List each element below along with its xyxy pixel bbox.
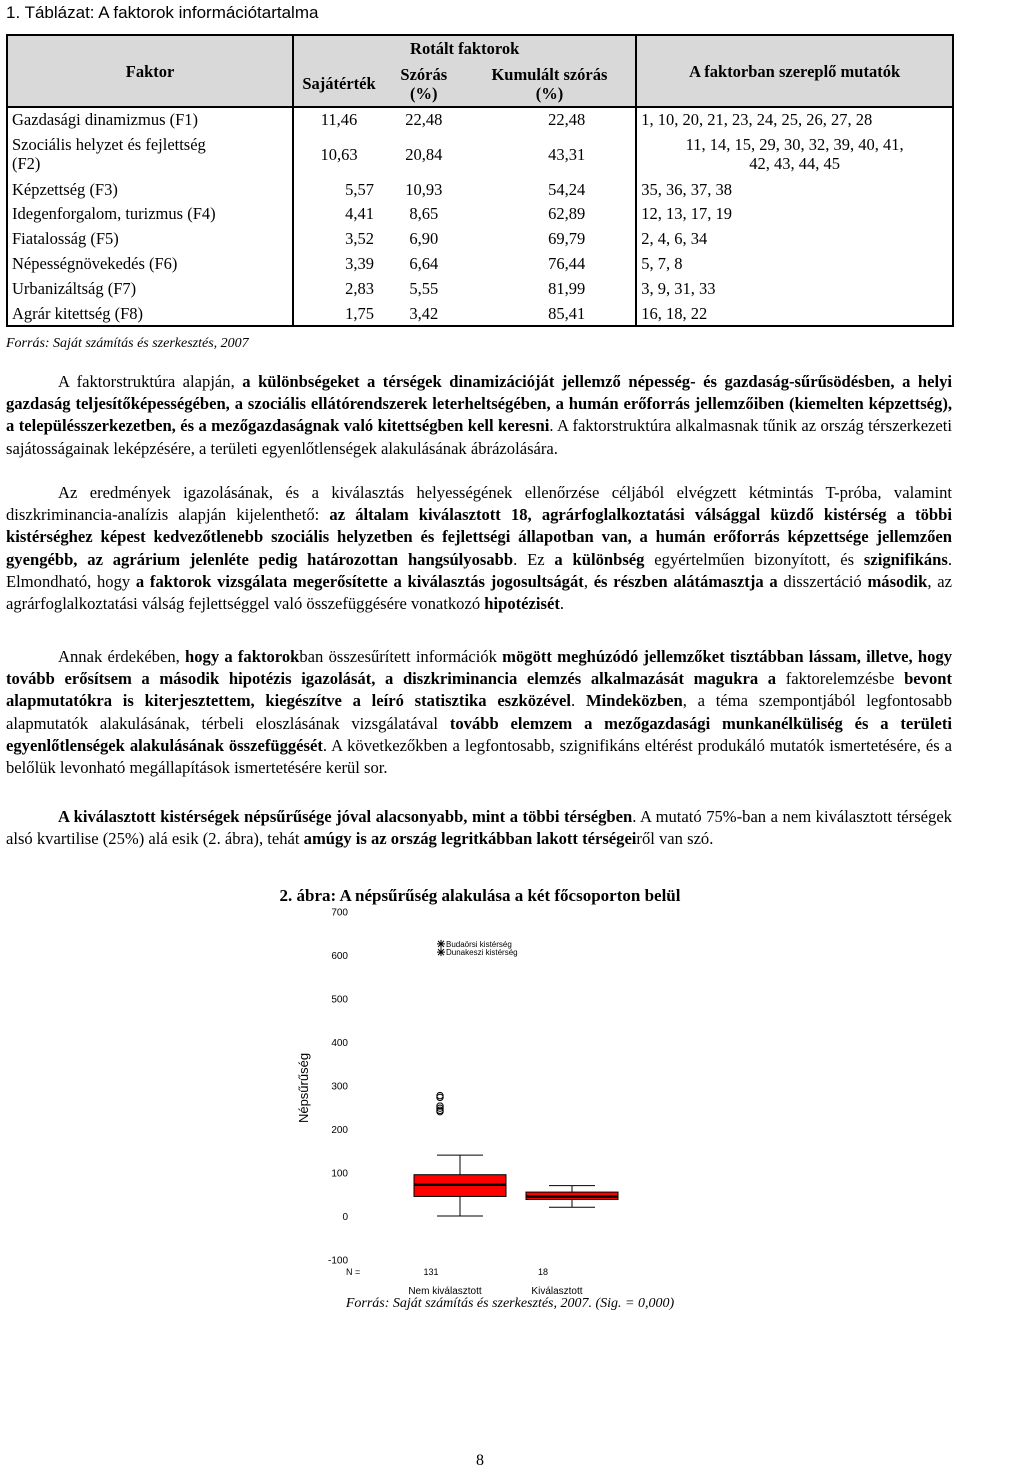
n-value: 18	[537, 1267, 549, 1277]
y-tick-label: 200	[331, 1125, 348, 1137]
paragraph-1: A faktorstruktúra alapján, a különbségeket a térségek dinamizációját jellemző népesség- és gazdaság-sűrűsödésben, a helyi gazdaság teljesítőképességében, a szociális ellátórendszerek leterheltségében, a humán erőforrás jellemzőiben (kiemelten képzettség), a településszerkezetben, és a mezőgazdaságnak való kitettségben kell keresni. A faktorstruktúra alkalmasnak tűnik az ország térszerkezeti sajátosságainak leképzésére, a területi egyenlőtlenségek alakulásának ábrázolására.	[6, 372, 953, 458]
table-row: Idegenforgalom, turizmus (F4) 4,41 8,65 62,89 12, 13, 17, 19	[7, 201, 953, 226]
y-axis-label: Népsűrűség	[296, 1052, 311, 1124]
page-number: 8	[476, 1452, 484, 1469]
y-tick-label: 300	[331, 1081, 348, 1093]
header-cumulative: Kumulált szórás (%)	[464, 61, 637, 107]
table-row: Népességnövekedés (F6) 3,39 6,64 76,44 5, 7, 8	[7, 251, 953, 276]
extreme-label: Budaörsi kistérség	[446, 939, 512, 949]
y-tick-label: 0	[342, 1212, 348, 1223]
y-tick-label: 400	[331, 1038, 348, 1050]
table-row: Agrár kitettség (F8) 1,75 3,42 85,41 16, 18, 22	[7, 301, 953, 326]
y-tick-label: 600	[331, 951, 348, 963]
extreme-point	[437, 940, 445, 948]
extreme-label: Dunakeszi kistérség	[446, 948, 518, 958]
header-indicators: A faktorban szereplő mutatók	[636, 35, 953, 107]
header-factor: Faktor	[7, 35, 293, 107]
header-eigenvalue: Sajátérték	[293, 61, 384, 107]
factor-table	[6, 34, 954, 327]
y-tick-label: 700	[331, 907, 348, 919]
table-source: Forrás: Saját számítás és szerkesztés, 2007	[6, 336, 249, 351]
figure-source: Forrás: Saját számítás és szerkesztés, 2007. (Sig. = 0,000)	[345, 1296, 675, 1311]
paragraph-3: Annak érdekében, hogy a faktorokban összesűrített információk mögött meghúzódó jellemzőket tisztábban lássam, illetve, hogy tovább erősítsem a második hipotézis igazolását, a diszkriminancia elemzés alkalmazását magukra a faktorelemzésbe bevont alapmutatókra is kiterjesztettem, kiegészítve a leíró statisztika eszközével. Mindeközben, a téma szempontjából legfontosabb alapmutatók alakulásának, térbeli eloszlásának vizsgálatával tovább elemzem a mezőgazdasági munkanélküliség és a területi egyenlőtlenségek alakulásának összefüggését. A következőkben a legfontosabb, szignifikáns eltérést produkáló mutatók ismertetésére, és a belőlük levonható megállapítások ismertetésére kerül sor.	[6, 647, 953, 778]
boxplot-chart	[0, 900, 960, 1297]
x-category-label: Nem kiválasztott	[408, 1286, 482, 1297]
table-row: Szociális helyzet és fejlettség (F2) 10,63 20,84 43,31 11, 14, 15, 29, 30, 32, 39, 40, 41, 42, 43, 44, 45	[7, 131, 953, 177]
n-value: 131	[423, 1267, 439, 1277]
table-row: Urbanizáltság (F7) 2,83 5,55 81,99 3, 9, 31, 33	[7, 276, 953, 301]
table-row: Fiatalosság (F5) 3,52 6,90 69,79 2, 4, 6, 34	[7, 226, 953, 251]
header-variance: Szórás (%)	[384, 61, 464, 107]
table-row: Gazdasági dinamizmus (F1) 11,46 22,48 22,48 1, 10, 20, 21, 23, 24, 25, 26, 27, 28	[7, 107, 953, 131]
n-label: N =	[346, 1267, 361, 1277]
extreme-point	[437, 948, 445, 956]
table-caption: 1. Táblázat: A faktorok információtartalma	[6, 3, 319, 22]
x-category-label: Kiválasztott	[531, 1286, 583, 1297]
figure-title: 2. ábra: A népsűrűség alakulása a két főcsoporton belül	[279, 886, 681, 905]
paragraph-2: Az eredmények igazolásának, és a kiválasztás helyességének ellenőrzése céljából elvégzett kétmintás T-próba, valamint diszkriminancia-analízis alapján kijelenthető: az általam kiválasztott 18, agrárfoglalkoztatási válsággal küzdő kistérség a többi kistérséghez képest kedvezőtlenebb szociális helyzetben és fejlettségi állapotban van, a humán erőforrás képzettsége jellemzően gyengébb, az agrárium jelenléte pedig határozottan hangsúlyosabb. Ez a különbség egyértelműen bizonyított, és szignifikáns. Elmondható, hogy a faktorok vizsgálata megerősítette a kiválasztás jogosultságát, és részben alátámasztja a disszertáció második, az agrárfoglalkoztatási válság fejlettséggel való összefüggésére vonatkozó hipotézisét.	[6, 483, 953, 614]
y-tick-label: 100	[331, 1168, 348, 1180]
y-tick-label: -100	[327, 1255, 348, 1267]
header-rotated: Rotált faktorok	[293, 35, 636, 61]
table-row: Képzettség (F3) 5,57 10,93 54,24 35, 36, 37, 38	[7, 177, 953, 201]
y-tick-label: 500	[331, 994, 348, 1006]
paragraph-4: A kiválasztott kistérségek népsűrűsége jóval alacsonyabb, mint a többi térségben. A mutató 75%-ban a nem kiválasztott térségek alsó kvartilise (25%) alá esik (2. ábra), tehát amúgy is az ország legritkábban lakott térségeiről van szó.	[6, 807, 952, 849]
